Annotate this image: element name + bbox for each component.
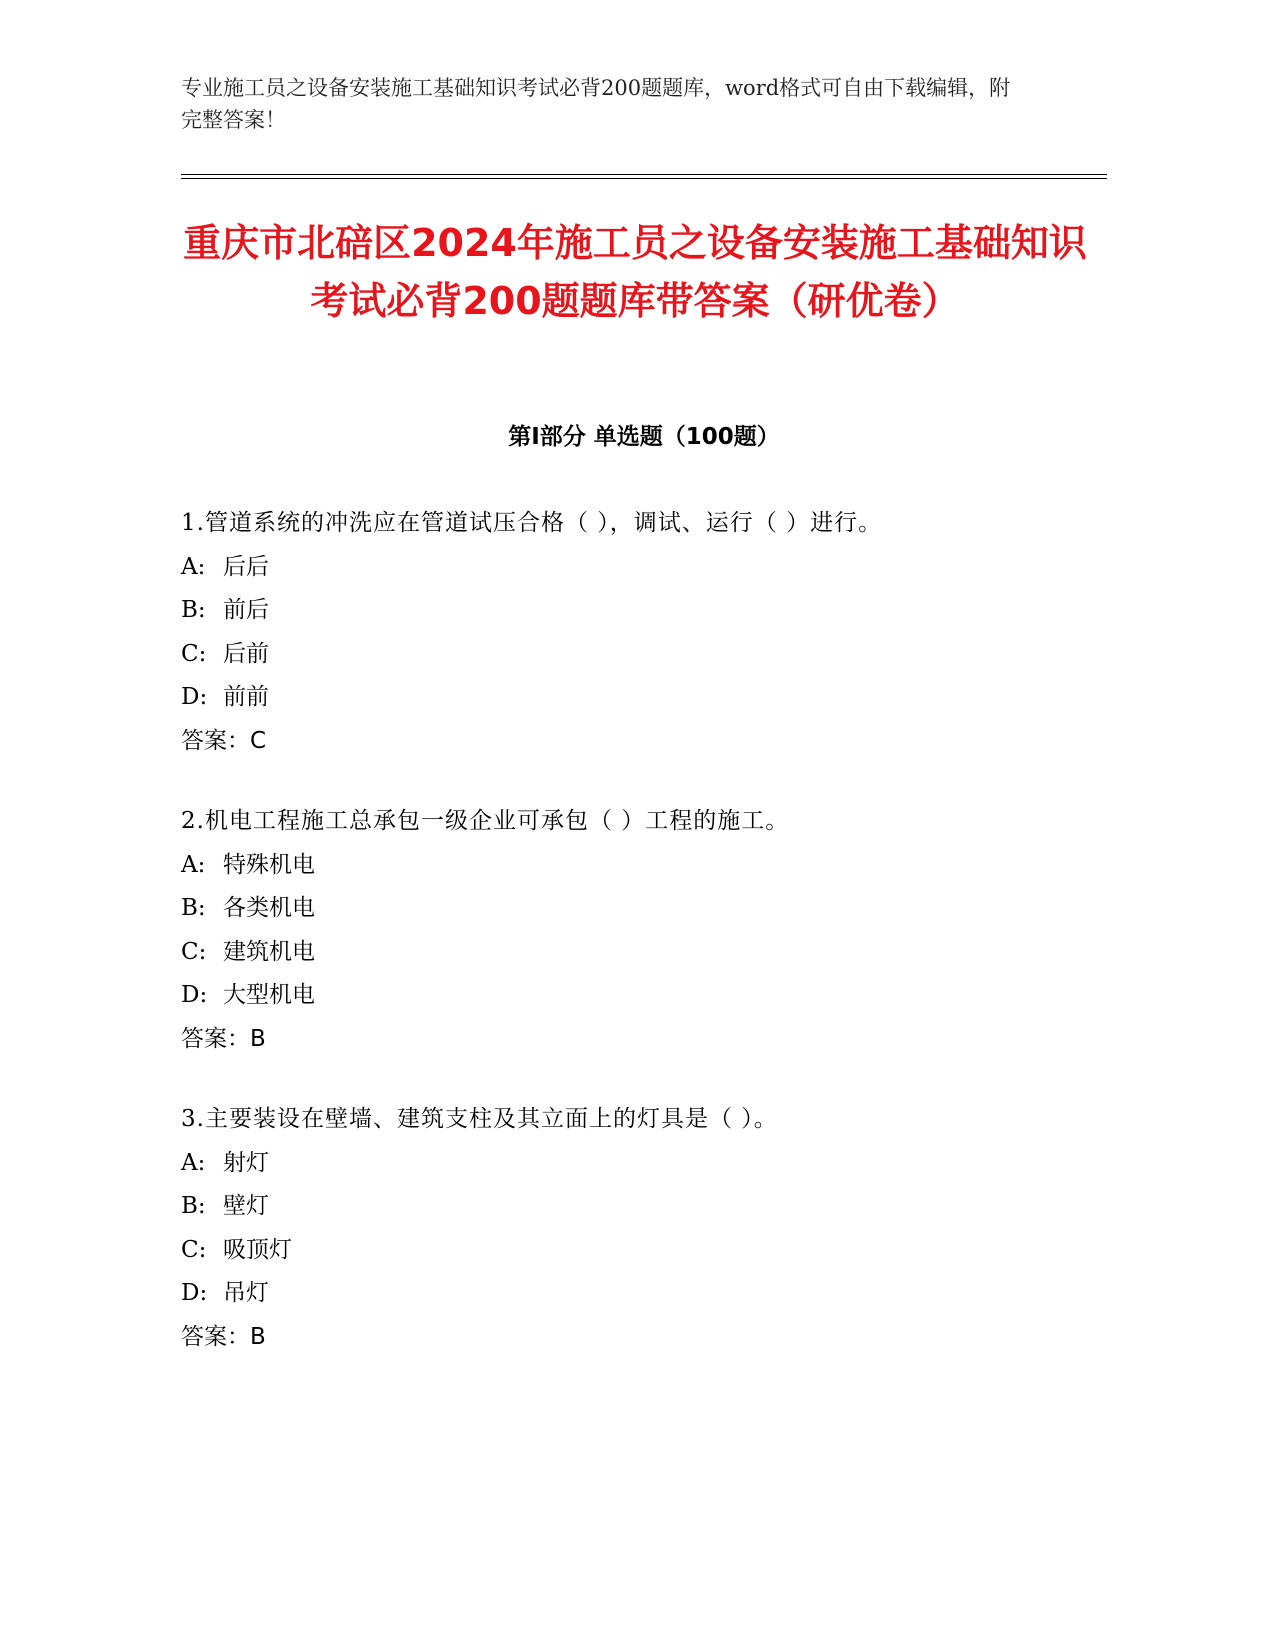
option-key: C: [181,640,207,667]
question-stem: 2.机电工程施工总承包一级企业可承包（ ）工程的施工。 [181,808,790,834]
answer-line: 答案：B [181,1025,266,1052]
option-c [181,633,1107,677]
option-text: 各类机电 [223,895,315,921]
option-key: D: [181,982,208,1008]
option-a [181,844,1107,888]
question-3 [181,1098,1107,1359]
answer-line: 答案：B [181,1323,266,1350]
option-key: C: [181,938,207,965]
option-b [181,887,1107,931]
question-2 [181,800,1107,1061]
option-b [181,589,1107,633]
header-divider [181,174,1107,179]
option-d [181,676,1107,720]
option-text: 后后 [223,553,269,580]
option-key: A: [181,553,206,580]
question-1 [181,502,1107,763]
header-note: 专业施工员之设备安装施工基础知识考试必背200题题库，word格式可自由下载编辑，附完整答案！ [181,76,1011,132]
option-key: B: [181,1193,206,1219]
option-key: B: [181,597,206,623]
question-stem: 3.主要装设在壁墙、建筑支柱及其立面上的灯具是（ ）。 [181,1106,778,1132]
option-text: 前后 [223,597,269,623]
section-heading: 第Ⅰ部分 单选题（100题） [508,424,780,450]
option-text: 吸顶灯 [223,1236,292,1263]
option-key: D: [181,684,208,710]
option-text: 后前 [223,640,269,667]
option-c [181,1229,1107,1273]
question-stem: 1.管道系统的冲洗应在管道试压合格（ ），调试、运行（ ）进行。 [181,510,883,536]
option-a [181,546,1107,590]
option-d [181,974,1107,1018]
option-key: C: [181,1236,207,1263]
option-key: A: [181,851,206,878]
question-list [181,502,1107,1396]
option-d [181,1272,1107,1316]
option-c [181,931,1107,975]
option-a [181,1142,1107,1186]
option-text: 建筑机电 [223,938,315,965]
option-key: A: [181,1149,206,1176]
document-title: 重庆市北碚区2024年施工员之设备安装施工基础知识考试必背200题题库带答案（研优卷） [183,221,1087,323]
option-text: 壁灯 [223,1193,269,1219]
option-key: B: [181,895,206,921]
option-text: 射灯 [223,1149,269,1176]
option-text: 前前 [223,684,269,710]
answer-line: 答案：C [181,727,267,754]
option-text: 特殊机电 [223,851,315,878]
option-key: D: [181,1280,208,1306]
option-text: 大型机电 [223,982,315,1008]
option-text: 吊灯 [223,1280,269,1306]
option-b [181,1185,1107,1229]
